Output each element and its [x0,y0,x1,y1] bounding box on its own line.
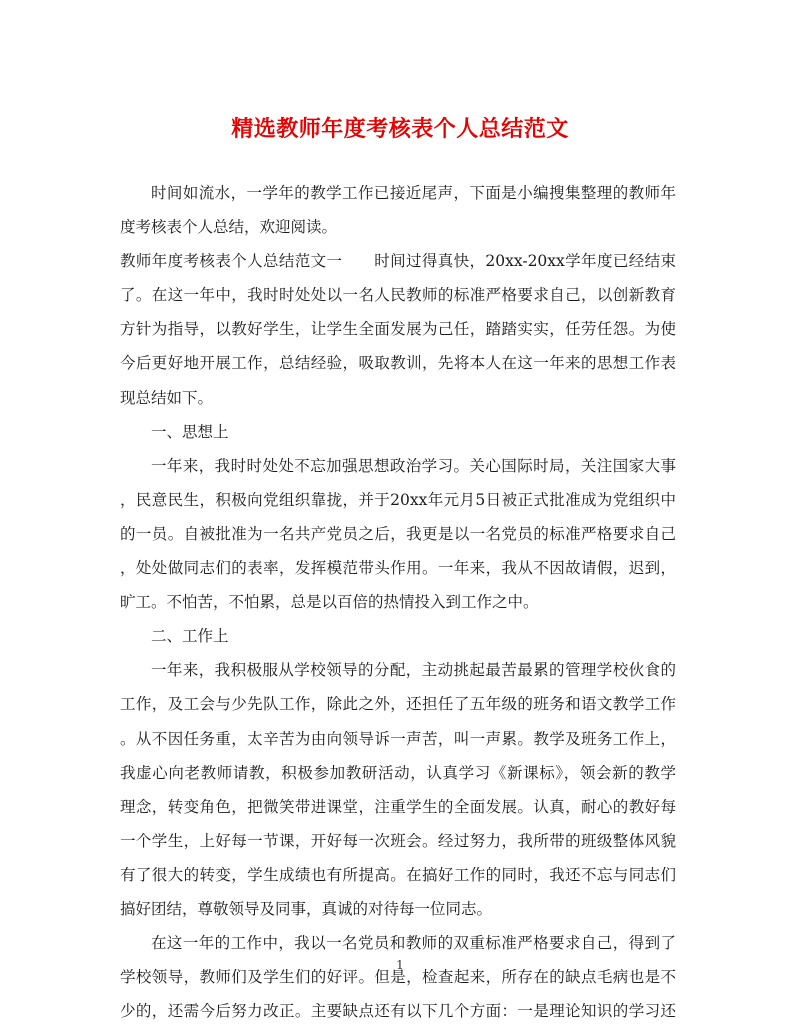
body-line: 理念，转变角色，把微笑带进课堂，注重学生的全面发展。认真，耐心的教好每 [120,797,676,816]
body-line: 方针为指导，以教好学生，让学生全面发展为己任，踏踏实实，任劳任怨。为使 [120,320,676,339]
body-line: 时间如流水，一学年的教学工作已接近尾声，下面是小编搜集整理的教师年 [151,184,676,202]
body-line: 的一员。自被批准为一名共产党员之后，我更是以一名党员的标准严格要求自己 [120,524,676,543]
body-line: 搞好团结，尊敬领导及同事，真诚的对待每一位同志。 [120,899,493,918]
body-line: 学校领导，教师们及学生们的好评。但是，检查起来，所存在的缺点毛病也是不 [120,968,676,987]
body-line: 一、思想上 [151,422,229,441]
document-body [120,176,676,1028]
body-line: 有了很大的转变，学生成绩也有所提高。在搞好工作的同时，我还不忘与同志们 [120,865,676,884]
page-number: 1 [396,958,404,972]
body-line: 我虚心向老教师请教，积极参加教研活动，认真学习《新课标》，领会新的教学 [120,763,676,782]
body-line: 今后更好地开展工作，总结经验，吸取教训，先将本人在这一年来的思想工作表 [120,354,676,373]
body-line: 了。在这一年中，我时时处处以一名人民教师的标准严格要求自己，以创新教育 [120,286,676,305]
body-line: 少的，还需今后努力改正。主要缺点还有以下几个方面：一是理论知识的学习还 [120,1002,676,1021]
body-line: 一年来，我积极服从学校领导的分配，主动挑起最苦最累的管理学校伙食的 [151,661,676,680]
body-line: 现总结如下。 [120,388,214,407]
body-line: 在这一年的工作中，我以一名党员和教师的双重标准严格要求自己，得到了 [151,934,676,953]
body-line: 二、工作上 [151,627,229,646]
body-line: 旷工。不怕苦，不怕累，总是以百倍的热情投入到工作之中。 [120,593,539,612]
body-line: ，处处做同志们的表率，发挥模范带头作用。一年来，我从不因故请假，迟到， [120,559,676,578]
body-line: 工作，及工会与少先队工作，除此之外，还担任了五年级的班务和语文教学工作 [120,695,676,714]
body-line: 一年来，我时时处处不忘加强思想政治学习。关心国际时局，关注国家大事 [151,456,676,475]
document-title: 精选教师年度考核表个人总结范文 [231,116,569,142]
body-line: ，民意民生，积极向党组织靠拢，并于20xx年元月5日被正式批准成为党组织中 [120,490,676,509]
body-line: 教师年度考核表个人总结范文一 时间过得真快，20xx-20xx学年度已经结束 [120,252,676,271]
body-line: 一个学生，上好每一节课，开好每一次班会。经过努力，我所带的班级整体风貌 [120,831,676,850]
body-line: 。从不因任务重，太辛苦为由向领导诉一声苦，叫一声累。教学及班务工作上， [120,729,676,748]
body-line: 度考核表个人总结，欢迎阅读。 [120,218,338,237]
